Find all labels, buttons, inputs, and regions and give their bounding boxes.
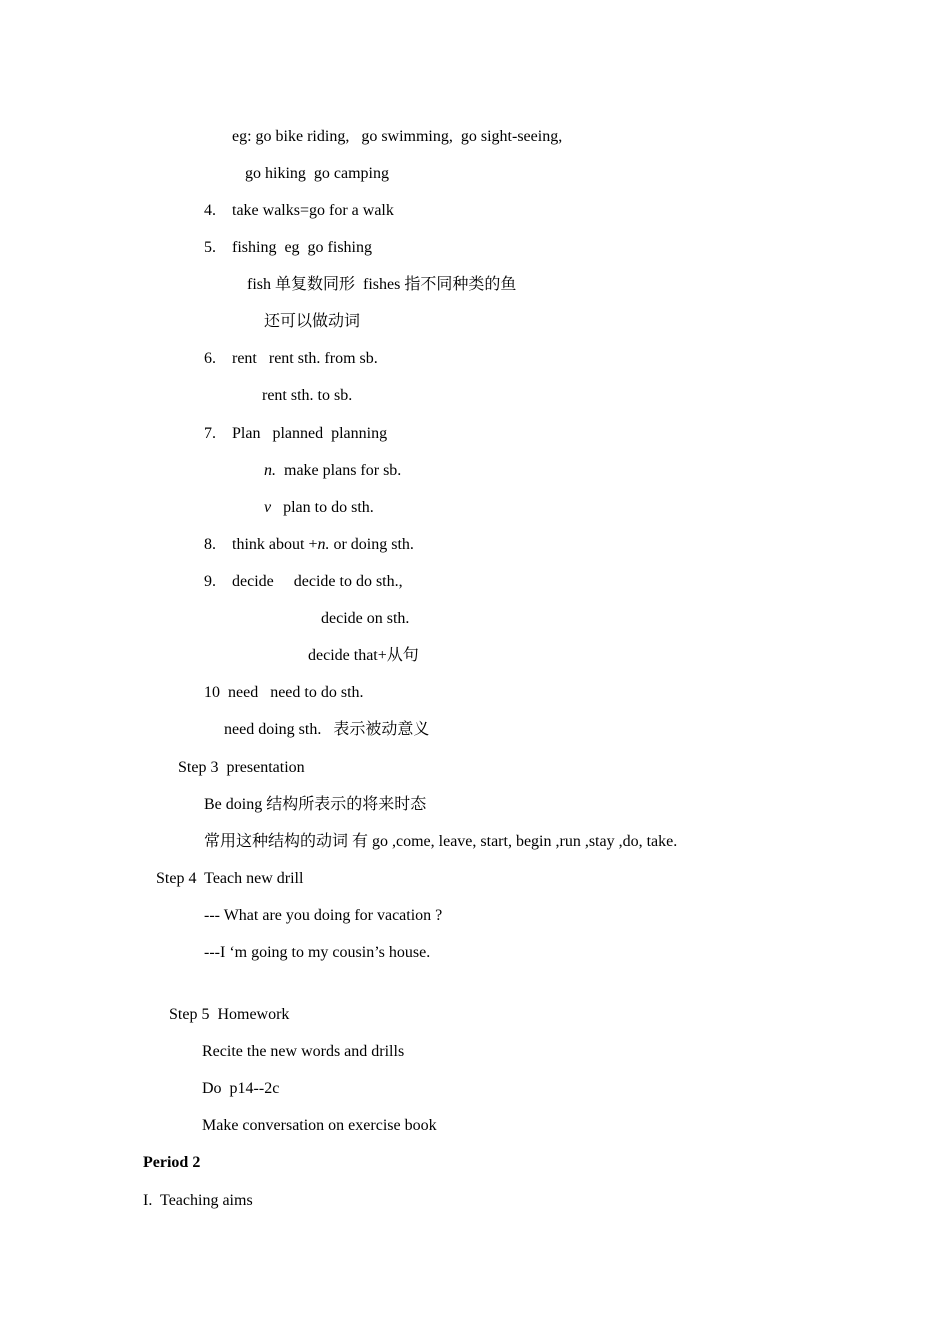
example-line-activities: eg: go bike riding, go swimming, go sight-seeing, bbox=[232, 128, 563, 145]
drill-question: --- What are you doing for vacation ? bbox=[204, 907, 443, 924]
item-text-post: or doing sth. bbox=[329, 536, 414, 553]
note-fish-plural: fish 单复数同形 fishes 指不同种类的鱼 bbox=[247, 276, 517, 293]
step-3-line-1: Be doing 结构所表示的将来时态 bbox=[204, 796, 427, 813]
step-3-line-2: 常用这种结构的动词 有 go ,come, leave, start, begin ,run ,stay ,do, take. bbox=[204, 833, 678, 850]
part-of-speech: n. bbox=[264, 462, 276, 479]
homework-item-3: Make conversation on exercise book bbox=[202, 1117, 437, 1134]
part-of-speech: v bbox=[264, 499, 272, 516]
homework-item-2: Do p14--2c bbox=[202, 1080, 280, 1097]
item-text: decide decide to do sth., bbox=[232, 573, 403, 590]
item-number: 4. bbox=[204, 202, 216, 219]
step-5-heading: Step 5 Homework bbox=[169, 1006, 290, 1023]
usage-text: make plans for sb. bbox=[276, 462, 402, 479]
example-line-activities-2: go hiking go camping bbox=[245, 165, 389, 182]
list-item-8 bbox=[204, 535, 414, 555]
note-fish-verb: 还可以做动词 bbox=[264, 313, 361, 330]
note-decide-that: decide that+从句 bbox=[308, 647, 419, 664]
step-3-heading: Step 3 presentation bbox=[178, 759, 305, 776]
note-plan-noun bbox=[264, 461, 401, 481]
homework-item-1: Recite the new words and drills bbox=[202, 1043, 405, 1060]
list-item-9 bbox=[204, 572, 403, 592]
item-text: rent rent sth. from sb. bbox=[232, 350, 378, 367]
list-item-5 bbox=[204, 238, 372, 258]
note-rent-to: rent sth. to sb. bbox=[262, 387, 353, 404]
teaching-aims-heading: I. Teaching aims bbox=[143, 1192, 253, 1209]
step-4-heading: Step 4 Teach new drill bbox=[156, 870, 304, 887]
item-number: 6. bbox=[204, 350, 216, 367]
usage-text: plan to do sth. bbox=[271, 499, 374, 516]
item-number: 7. bbox=[204, 425, 216, 442]
list-item-7 bbox=[204, 424, 387, 444]
list-item-10: 10 need need to do sth. bbox=[204, 684, 364, 701]
list-item-6 bbox=[204, 349, 378, 369]
list-item-4 bbox=[204, 201, 394, 221]
drill-answer: ---I ‘m going to my cousin’s house. bbox=[204, 944, 431, 961]
item-text: take walks=go for a walk bbox=[232, 202, 394, 219]
part-of-speech: n. bbox=[317, 536, 330, 553]
note-decide-on: decide on sth. bbox=[321, 610, 410, 627]
note-need-doing: need doing sth. 表示被动意义 bbox=[224, 721, 430, 738]
item-number: 8. bbox=[204, 536, 216, 553]
item-number: 9. bbox=[204, 573, 216, 590]
item-text: Plan planned planning bbox=[232, 425, 388, 442]
note-plan-verb bbox=[264, 498, 374, 518]
item-text-pre: think about + bbox=[232, 536, 318, 553]
item-number: 5. bbox=[204, 239, 216, 256]
item-text: fishing eg go fishing bbox=[232, 239, 372, 256]
period-2-heading: Period 2 bbox=[143, 1154, 201, 1171]
